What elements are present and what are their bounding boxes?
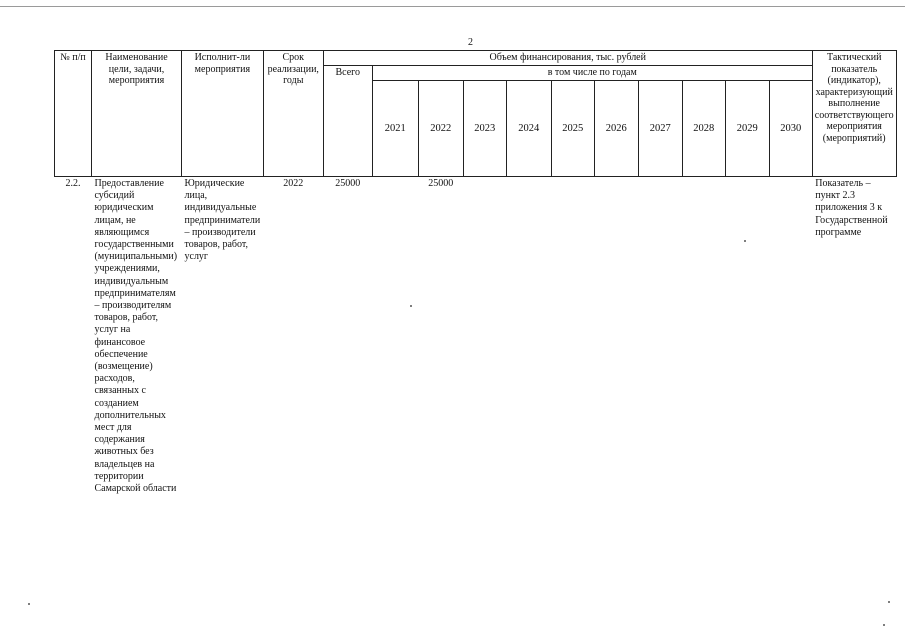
row-name: Предоставление субсидий юридическим лицам, не являющимся государственными (муниципальными) учреждениями, индивидуальным предпринимателям – производителям товаров, работ, услуг на финансовое обеспечение (возмещение) расходов, связанных с созданием дополнительных мест для содержания животных без владельцев на территории Самарской области <box>94 178 178 495</box>
year-2028: 2028 <box>682 81 725 177</box>
row-y2026 <box>594 177 638 497</box>
year-2021: 2021 <box>372 81 418 177</box>
page-number: 2 <box>468 37 473 48</box>
header-financing: Объем финансирования, тыс. рублей <box>323 51 812 66</box>
row-y2022: 25000 <box>428 178 454 189</box>
row-y2021 <box>372 177 418 497</box>
header-name: Наименование цели, задачи, мероприятия <box>92 51 182 177</box>
row-num: 2.2. <box>65 178 81 189</box>
header-by-years: в том числе по годам <box>372 66 812 81</box>
year-2023: 2023 <box>463 81 506 177</box>
scan-speck <box>28 603 30 605</box>
year-2027: 2027 <box>638 81 682 177</box>
row-y2030 <box>769 177 812 497</box>
table-row <box>55 177 897 497</box>
header-total: Всего <box>323 66 372 177</box>
row-y2027 <box>638 177 682 497</box>
row-y2023 <box>463 177 506 497</box>
year-2029: 2029 <box>725 81 769 177</box>
year-2030: 2030 <box>769 81 812 177</box>
row-term: 2022 <box>283 178 304 189</box>
row-y2024 <box>506 177 551 497</box>
row-executor: Юридические лица, индивидуальные предприниматели – производители товаров, работ, услуг <box>184 178 261 263</box>
row-total: 25000 <box>335 178 361 189</box>
scan-speck <box>883 624 885 626</box>
scan-speck <box>888 601 890 603</box>
header-executor: Исполнит-ли мероприятия <box>182 51 264 177</box>
financing-table <box>54 50 897 496</box>
scan-speck <box>744 240 746 242</box>
row-y2025 <box>551 177 594 497</box>
year-2022: 2022 <box>418 81 463 177</box>
scan-speck <box>410 305 412 307</box>
row-y2028 <box>682 177 725 497</box>
row-indicator: Показатель – пункт 2.3 приложения 3 к Государственной программе <box>815 178 888 238</box>
header-term: Срок реализации, годы <box>263 51 323 177</box>
page-top-border <box>0 6 905 7</box>
year-2026: 2026 <box>594 81 638 177</box>
header-num: № п/п <box>55 51 92 177</box>
year-2024: 2024 <box>506 81 551 177</box>
year-2025: 2025 <box>551 81 594 177</box>
row-y2029 <box>725 177 769 497</box>
header-indicator: Тактический показатель (индикатор), характеризующий выполнение соответствующего мероприятия (мероприятий) <box>812 51 896 177</box>
